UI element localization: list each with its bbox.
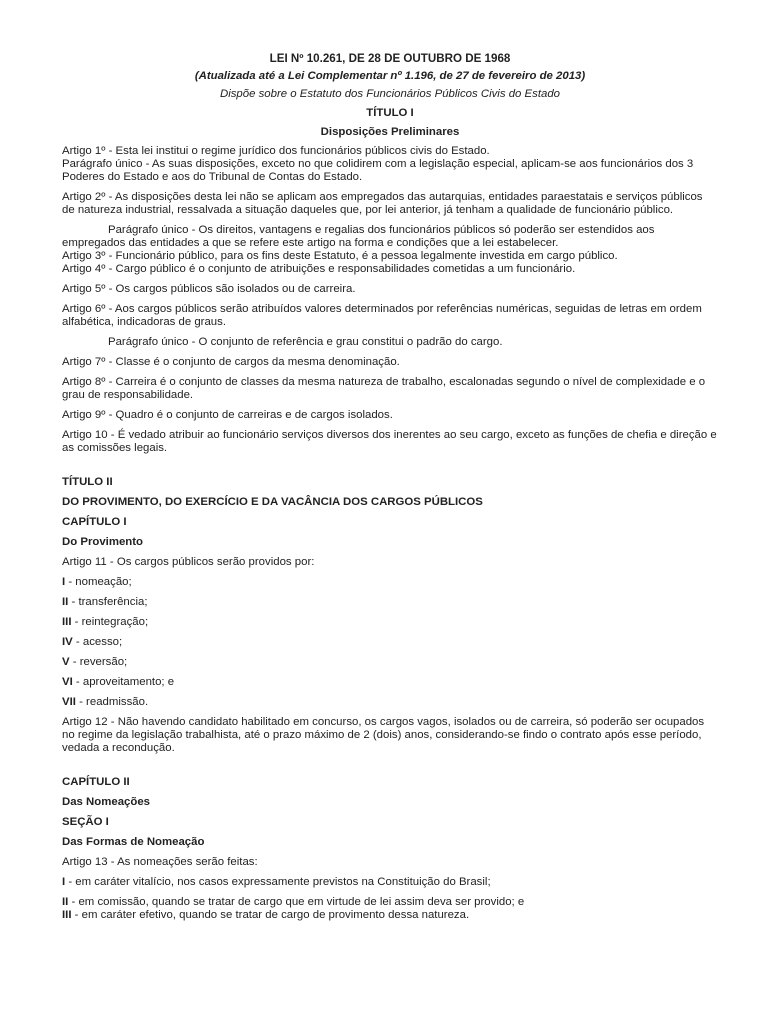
article-13-item-iii <box>62 909 718 922</box>
list-item <box>62 696 718 709</box>
capitulo-1-label: CAPÍTULO I <box>62 516 127 528</box>
roman-numeral: VII <box>62 696 76 708</box>
item-text: - reversão; <box>69 656 128 668</box>
roman-numeral: II <box>62 896 69 908</box>
list-item <box>62 596 718 609</box>
item-text: - transferência; <box>68 596 148 608</box>
article-11-list <box>62 576 718 709</box>
list-item <box>62 576 718 589</box>
article-13-item-i <box>62 876 718 889</box>
titulo-2-name: DO PROVIMENTO, DO EXERCÍCIO E DA VACÂNCIA DOS CARGOS PÚBLICOS <box>62 496 483 508</box>
item-text: - em caráter vitalício, nos casos expressamente previstos na Constituição do Brasil; <box>65 876 491 888</box>
law-update-note: (Atualizada até a Lei Complementar nº 1.196, de 27 de fevereiro de 2013) <box>194 70 586 82</box>
article-11: Artigo 11 - Os cargos públicos serão providos por: <box>62 556 315 568</box>
article-3: Artigo 3º - Funcionário público, para os fins deste Estatuto, é a pessoa legalmente investida em cargo público. <box>62 250 618 262</box>
article-1-text: Artigo 1º - Esta lei institui o regime jurídico dos funcionários públicos civis do Estado. <box>62 145 490 157</box>
article-12: Artigo 12 - Não havendo candidato habilitado em concurso, os cargos vagos, isolados ou de carreira, só poderão ser ocupados no regime da legislação trabalhista, até o prazo máximo de 2 (dois) anos, considerando-se findo o contrato após esse período, vedada a recondução. <box>62 716 705 754</box>
roman-numeral: VI <box>62 676 73 688</box>
document-page <box>62 52 718 922</box>
article-4: Artigo 4º - Cargo público é o conjunto de atribuições e responsabilidades cometidas a um funcionário. <box>62 263 576 275</box>
article-13-item-ii <box>62 896 718 909</box>
article-5: Artigo 5º - Os cargos públicos são isolados ou de carreira. <box>62 283 356 295</box>
article-1 <box>62 145 718 184</box>
list-item <box>62 676 718 689</box>
article-7: Artigo 7º - Classe é o conjunto de cargos da mesma denominação. <box>62 356 400 368</box>
roman-numeral: II <box>62 596 69 608</box>
law-description: Dispõe sobre o Estatuto dos Funcionários Públicos Civis do Estado <box>219 88 560 100</box>
section-spacer <box>62 462 718 476</box>
item-text: - readmissão. <box>75 696 149 708</box>
secao-1-name: Das Formas de Nomeação <box>62 836 205 848</box>
roman-numeral: I <box>62 876 66 888</box>
titulo-2-label: TÍTULO II <box>62 476 113 488</box>
roman-numeral: III <box>62 616 72 628</box>
article-1-paragraph: Parágrafo único - As suas disposições, exceto no que colidirem com a legislação especial, aplicam-se aos funcionários dos 3 Poderes do Estado e aos do Tribunal de Contas do Estado. <box>62 158 694 183</box>
roman-numeral: V <box>62 656 70 668</box>
article-10: Artigo 10 - É vedado atribuir ao funcionário serviços diversos dos inerentes ao seu cargo, exceto as funções de chefia e direção e as comissões legais. <box>62 429 717 454</box>
article-9: Artigo 9º - Quadro é o conjunto de carreiras e de cargos isolados. <box>62 409 393 421</box>
roman-numeral: III <box>62 909 72 921</box>
list-item <box>62 636 718 649</box>
article-2-paragraph: Parágrafo único - Os direitos, vantagens e regalias dos funcionários públicos só poderão ser estendidos aos empregados das entidades a que se refere este artigo na forma e condições que a lei estabelecer. <box>62 224 655 249</box>
item-text: - acesso; <box>72 636 123 648</box>
item-text: - em caráter efetivo, quando se tratar de cargo de provimento dessa natureza. <box>71 909 470 921</box>
secao-1-label: SEÇÃO I <box>62 816 109 828</box>
capitulo-2-name: Das Nomeações <box>62 796 151 808</box>
article-8: Artigo 8º - Carreira é o conjunto de classes da mesma natureza de trabalho, escalonadas segundo o nível de complexidade e o grau de responsabilidade. <box>62 376 706 401</box>
item-text: - nomeação; <box>65 576 132 588</box>
article-6: Artigo 6º - Aos cargos públicos serão atribuídos valores determinados por referências numéricas, seguidas de letras em ordem alfabética, indicadoras de graus. <box>62 303 702 328</box>
capitulo-2-label: CAPÍTULO II <box>62 776 130 788</box>
roman-numeral: I <box>62 576 66 588</box>
capitulo-1-name: Do Provimento <box>62 536 144 548</box>
item-text: - aproveitamento; e <box>72 676 175 688</box>
article-2: Artigo 2º - As disposições desta lei não se aplicam aos empregados das autarquias, entidades paraestatais e serviços públicos de natureza industrial, ressalvada a situação daqueles que, por lei anterior, já tenham a qualidade de funcionário público. <box>62 191 703 216</box>
section-spacer <box>62 762 718 776</box>
titulo-1-label: TÍTULO I <box>366 107 414 119</box>
law-title: LEI Nº 10.261, DE 28 DE OUTUBRO DE 1968 <box>269 52 511 65</box>
article-13: Artigo 13 - As nomeações serão feitas: <box>62 856 258 868</box>
list-item <box>62 616 718 629</box>
article-2-4-group <box>62 224 718 276</box>
list-item <box>62 656 718 669</box>
roman-numeral: IV <box>62 636 73 648</box>
item-text: - em comissão, quando se tratar de cargo que em virtude de lei assim deva ser provido; e <box>68 896 525 908</box>
article-6-paragraph: Parágrafo único - O conjunto de referência e grau constitui o padrão do cargo. <box>108 336 503 348</box>
item-text: - reintegração; <box>71 616 149 628</box>
titulo-1-name: Disposições Preliminares <box>320 126 460 138</box>
